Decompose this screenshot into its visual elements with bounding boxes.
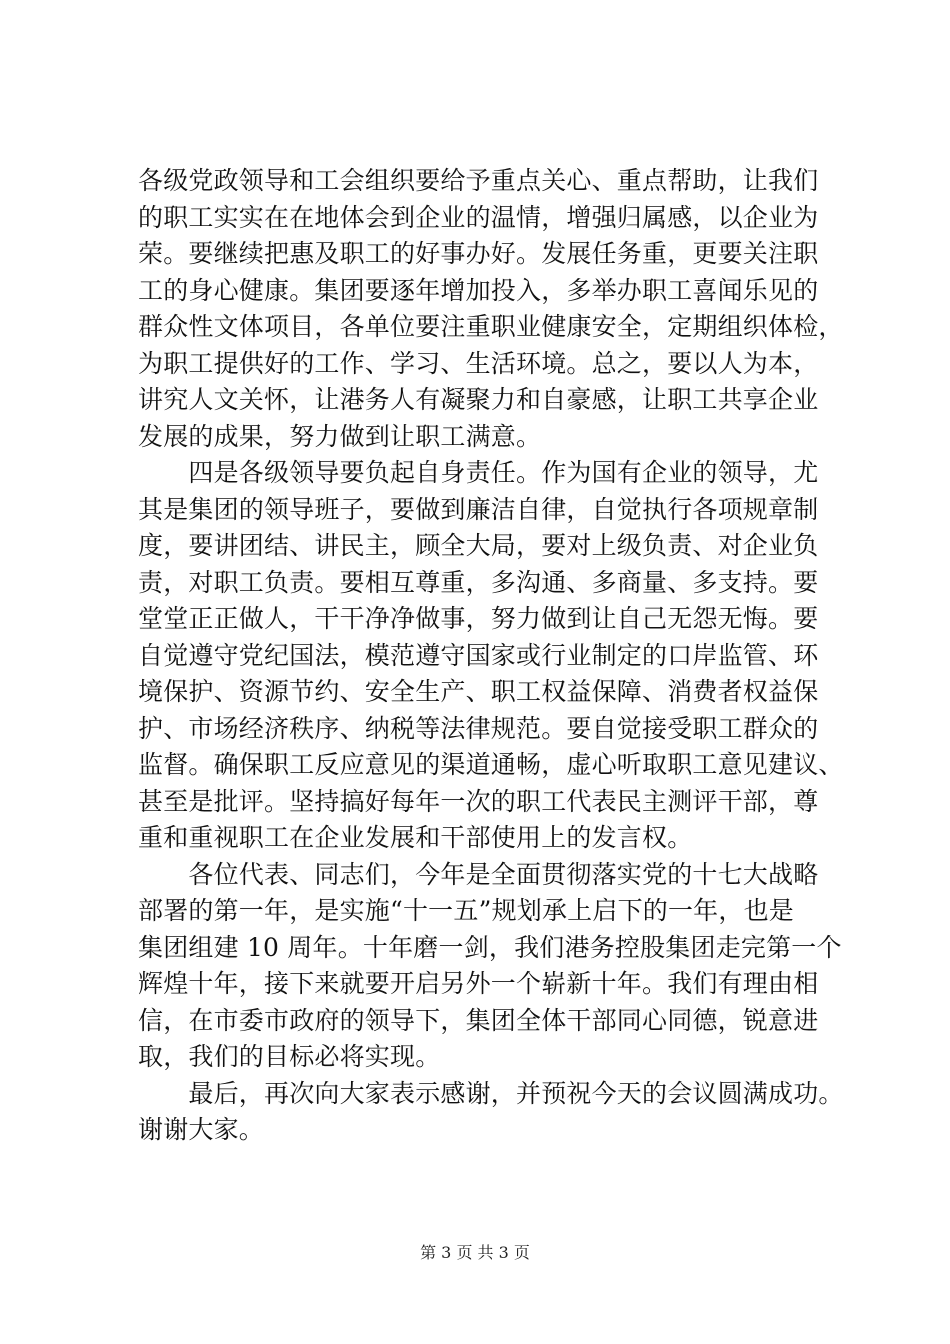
text-line: 自觉遵守党纪国法，模范遵守国家或行业制定的口岸监管、环 <box>138 640 819 670</box>
text-line: 谢谢大家。 <box>138 1115 265 1144</box>
text-line: 护、市场经济秩序、纳税等法律规范。要自觉接受职工群众的 <box>138 713 819 743</box>
text-line: 信，在市委市政府的领导下，集团全体干部同心同德，锐意进 <box>138 1005 819 1035</box>
text-line: 为职工提供好的工作、学习、生活环境。总之，要以人为本， <box>138 348 819 378</box>
text-line: 取，我们的目标必将实现。 <box>138 1042 441 1071</box>
text-line: 辉煌十年，接下来就要开启另外一个崭新十年。我们有理由相 <box>138 969 819 998</box>
text-line: 荣。要继续把惠及职工的好事办好。发展任务重，更要关注职 <box>138 239 819 268</box>
text-line: 四是各级领导要负起自身责任。作为国有企业的领导，尤 <box>138 458 819 487</box>
body-text <box>138 163 850 1149</box>
text-line: 工的身心健康。集团要逐年增加投入，多举办职工喜闻乐见的 <box>138 275 819 305</box>
text-line: 度，要讲团结、讲民主，顾全大局，要对上级负责、对企业负 <box>138 531 819 560</box>
text-line: 责，对职工负责。要相互尊重，多沟通、多商量、多支持。要 <box>138 567 819 597</box>
text-line: 各位代表、同志们，今年是全面贯彻落实党的十七大战略 <box>138 859 819 889</box>
page-number: 第 3 页 共 3 页 <box>420 1243 530 1262</box>
text-line: 境保护、资源节约、安全生产、职工权益保障、消费者权益保 <box>138 677 819 706</box>
text-line: 甚至是批评。坚持搞好每年一次的职工代表民主测评干部，尊 <box>138 786 819 816</box>
text-line: 最后，再次向大家表示感谢，并预祝今天的会议圆满成功。 <box>138 1078 844 1108</box>
text-line: 集团组建 10 周年。十年磨一剑，我们港务控股集团走完第一个 <box>138 932 842 962</box>
text-line: 部署的第一年，是实施“十一五”规划承上启下的一年，也是 <box>138 896 794 925</box>
text-line: 堂堂正正做人，干干净净做事，努力做到让自己无怨无悔。要 <box>138 604 819 633</box>
text-line: 发展的成果，努力做到让职工满意。 <box>138 421 542 451</box>
text-line: 群众性文体项目，各单位要注重职业健康安全，定期组织体检， <box>138 312 844 341</box>
text-line: 讲究人文关怀，让港务人有凝聚力和自豪感，让职工共享企业 <box>138 385 819 414</box>
text-line: 监督。确保职工反应意见的渠道通畅，虚心听取职工意见建议、 <box>138 750 844 779</box>
text-line: 重和重视职工在企业发展和干部使用上的发言权。 <box>138 823 693 852</box>
text-line: 各级党政领导和工会组织要给予重点关心、重点帮助，让我们 <box>138 166 819 195</box>
text-line: 其是集团的领导班子，要做到廉洁自律，自觉执行各项规章制 <box>138 494 819 524</box>
text-line: 的职工实实在在地体会到企业的温情，增强归属感，以企业为 <box>138 202 819 232</box>
page-footer <box>0 1243 950 1263</box>
